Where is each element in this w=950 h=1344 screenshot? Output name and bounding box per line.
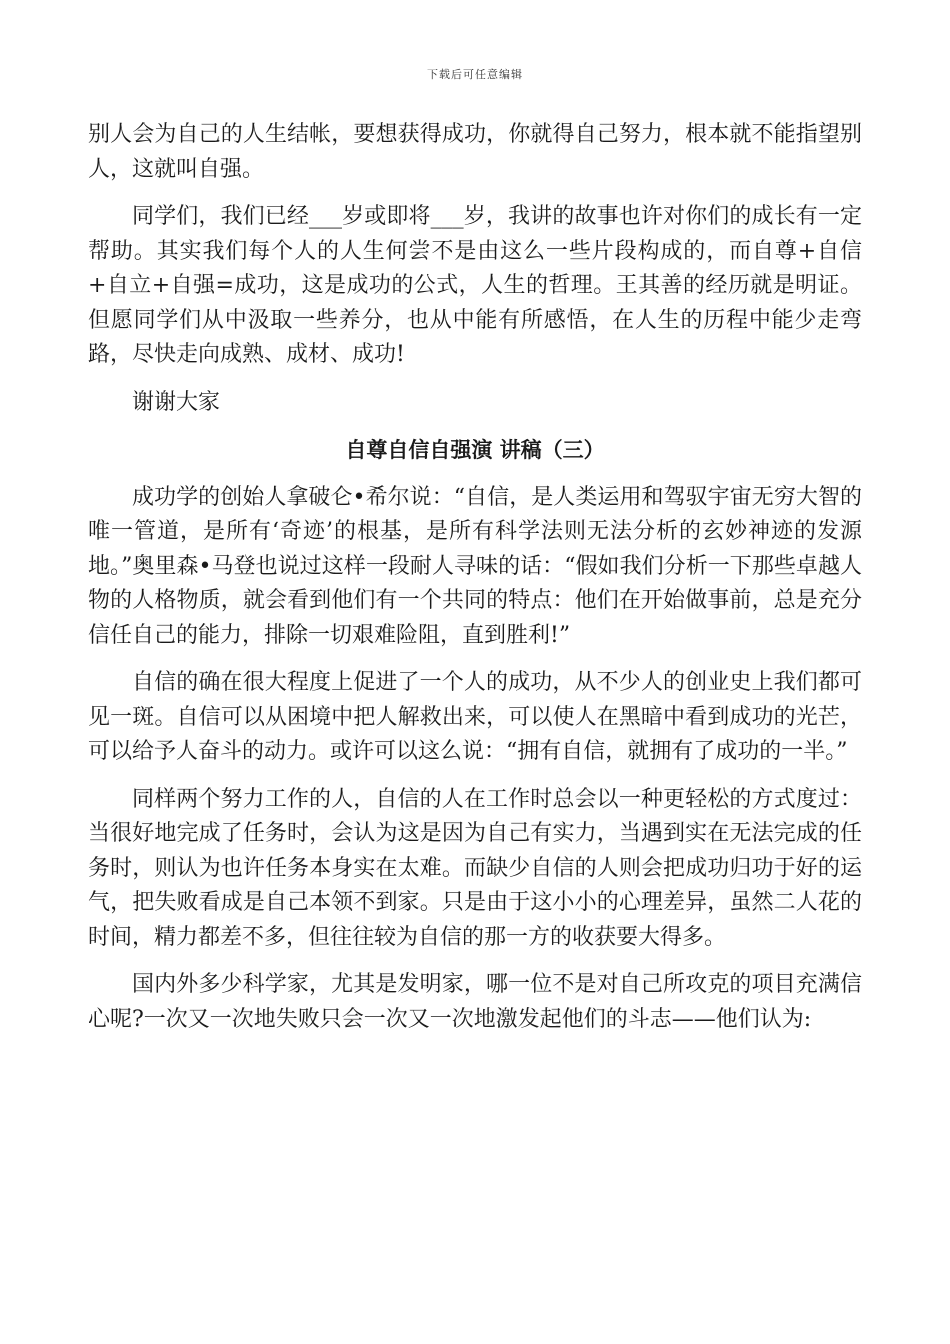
page-header: 下载后可任意编辑 [427,68,523,81]
paragraph: 成功学的创始人拿破仑•希尔说：“自信，是人类运用和驾驭宇宙无穷大智的唯一管道，是所有‘奇迹’的根基，是所有科学法则无法分析的玄妙神迹的发源地。”奥里森•马登也说过这样一段耐人寻味的话：“假如我们分析一下那些卓越人物的人格物质，就会看到他们有一个共同的特点：他们在开始做事前，总是充分信任自己的能力，排除一切艰难险阻，直到胜利!” [88,484,862,648]
paragraph: 同样两个努力工作的人，自信的人在工作时总会以一种更轻松的方式度过：当很好地完成了任务时，会认为这是因为自己有实力，当遇到实在无法完成的任务时，则认为也许任务本身实在太难。而缺少自信的人则会把成功归功于好的运气，把失败看成是自己本领不到家。只是由于这小小的心理差异，虽然二人花的时间，精力都差不多，但往往较为自信的那一方的收获要大得多。 [88,786,862,950]
document-body [88,118,862,1050]
paragraph: 同学们，我们已经___岁或即将___岁，我讲的故事也许对你们的成长有一定帮助。其实我们每个人的人生何尝不是由这么一些片段构成的，而自尊+自信+自立+自强=成功，这是成功的公式，人生的哲理。王其善的经历就是明证。但愿同学们从中汲取一些养分，也从中能有所感悟，在人生的历程中能少走弯路，尽快走向成熟、成材、成功! [88,204,862,367]
closing-line: 谢谢大家 [132,389,221,415]
paragraph: 国内外多少科学家，尤其是发明家，哪一位不是对自己所攻克的项目充满信心呢?一次又一次地失败只会一次又一次地激发起他们的斗志——他们认为: [88,972,862,1032]
paragraph: 自信的确在很大程度上促进了一个人的成功，从不少人的创业史上我们都可见一斑。自信可以从困境中把人解救出来，可以使人在黑暗中看到成功的光芒，可以给予人奋斗的动力。或许可以这么说：“拥有自信，就拥有了成功的一半。” [88,670,862,764]
section-title: 自尊自信自强演 讲稿（三） [345,438,605,462]
paragraph: 别人会为自己的人生结帐，要想获得成功，你就得自己努力，根本就不能指望别人，这就叫自强。 [88,122,862,182]
